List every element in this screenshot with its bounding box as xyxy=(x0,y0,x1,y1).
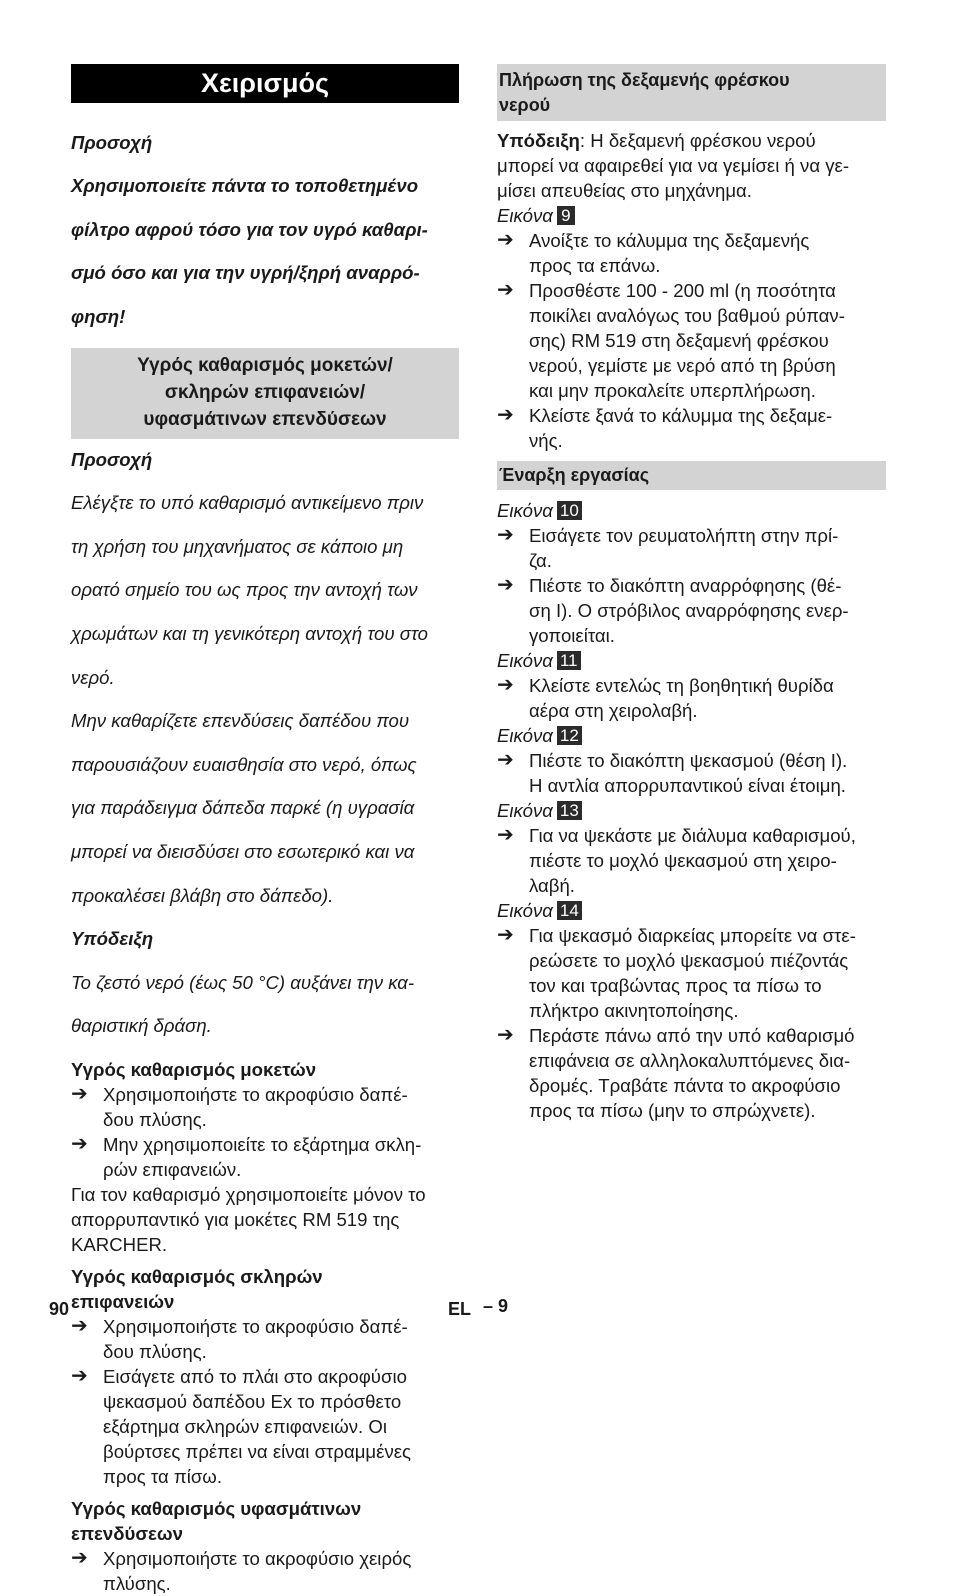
text-line: Υγρός καθαρισμός υφασμάτινων xyxy=(71,1497,362,1519)
text-line: ορατό σημείο του ως προς την αντοχή των xyxy=(71,579,418,601)
arrow-right-icon: ➔ xyxy=(497,404,514,426)
figure-label: Εικόνα xyxy=(497,205,553,226)
figure-ref xyxy=(497,798,886,823)
text-line: σμό όσο και για την υγρή/ξηρή αναρρό- xyxy=(71,262,420,284)
text-line: Για ψεκασμό διαρκείας μπορείτε να στε- xyxy=(529,925,856,946)
right-column xyxy=(497,64,886,1123)
text-line: Για τον καθαρισμό χρησιμοποιείτε μόνον το xyxy=(71,1183,426,1205)
text-line: νερού xyxy=(499,95,551,115)
figure-ref xyxy=(497,203,886,228)
list-item xyxy=(497,228,886,278)
subsection-heading: Υγρός καθαρισμός μοκετών xyxy=(71,1058,317,1080)
text-line: πιέστε το μοχλό ψεκασμού στη χειρο- xyxy=(529,850,837,871)
text-line: προκαλέσει βλάβη στο δάπεδο). xyxy=(71,884,334,906)
text-line: Πλήρωση της δεξαμενής φρέσκου xyxy=(499,70,790,90)
figure-ref xyxy=(497,723,886,748)
text-line: για παράδειγμα δάπεδα παρκέ (η υγρασία xyxy=(71,797,415,819)
text-line: KARCHER. xyxy=(71,1233,168,1255)
text-line: ρεώσετε το μοχλό ψεκασμού πιέζοντάς xyxy=(529,950,849,971)
text-line: σκληρών επιφανειών/ xyxy=(164,381,366,403)
subsection-heading xyxy=(71,1496,459,1546)
text-line: Χρησιμοποιήστε το ακροφύσιο χειρός xyxy=(103,1547,412,1569)
text-line: μίσει απευθείας στο μηχάνημα. xyxy=(497,180,752,201)
figure-label: Εικόνα xyxy=(497,800,553,821)
text-line: μπορεί να αφαιρεθεί για να γεμίσει ή να γε- xyxy=(497,155,850,176)
figure-number: 14 xyxy=(557,901,582,920)
list-item xyxy=(71,1082,459,1132)
text-line: Εισάγετε από το πλάι στο ακροφύσιο xyxy=(103,1365,407,1387)
text-line: Χρησιμοποιήστε το ακροφύσιο δαπέ- xyxy=(103,1083,408,1105)
text-line: αέρα στη χειρολαβή. xyxy=(529,700,698,721)
arrow-right-icon: ➔ xyxy=(497,524,514,546)
text-line: Προσθέστε 100 - 200 ml (η ποσότητα xyxy=(529,280,836,301)
arrow-right-icon: ➔ xyxy=(497,824,514,846)
arrow-right-icon: ➔ xyxy=(497,674,514,696)
text-line: θαριστική δράση. xyxy=(71,1015,212,1037)
text-line: απορρυπαντικό για μοκέτες RM 519 της xyxy=(71,1208,400,1230)
caution-text xyxy=(71,490,459,907)
list-item xyxy=(497,278,886,403)
text-line: Χρησιμοποιείτε πάντα το τοποθετημένο xyxy=(71,175,419,197)
list-item xyxy=(497,923,886,1023)
text-line: ψεκασμού δαπέδου Ex το πρόσθετο xyxy=(103,1390,402,1412)
subsection-heading xyxy=(497,64,886,121)
text-line: δρομές. Τραβάτε πάντα το ακροφύσιο xyxy=(529,1075,841,1096)
note-label: Υπόδειξη xyxy=(497,130,580,151)
caution-label: Προσοχή xyxy=(71,448,153,470)
text-line: Το ζεστό νερό (έως 50 °C) αυξάνει την κα- xyxy=(71,971,415,993)
subsection-heading: Έναρξη εργασίας xyxy=(497,461,886,490)
text-line: προς τα επάνω. xyxy=(529,255,661,276)
text-line: δου πλύσης. xyxy=(103,1108,207,1130)
list-item xyxy=(497,823,886,898)
text-line: παρουσιάζουν ευαισθησία στο νερό, όπως xyxy=(71,753,417,775)
text-line: μπορεί να διεισδύσει στο εσωτερικό και να xyxy=(71,840,415,862)
text-line: Ανοίξτε το κάλυμμα της δεξαμενής xyxy=(529,230,810,251)
text-line: : Η δεξαμενή φρέσκου νερού xyxy=(579,130,816,151)
text-line: Για να ψεκάστε με διάλυμα καθαρισμού, xyxy=(529,825,856,846)
text-line: λαβή. xyxy=(529,875,575,896)
note-label: Υπόδειξη xyxy=(71,928,154,950)
note-text xyxy=(497,128,886,203)
text-line: Η αντλία απορρυπαντικού είναι έτοιμη. xyxy=(529,775,846,796)
text-line: υφασμάτινων επενδύσεων xyxy=(143,408,387,430)
text-line: ση I). Ο στρόβιλος αναρρόφησης ενερ- xyxy=(529,600,849,621)
list-item xyxy=(71,1132,459,1182)
text-line: Κλείστε εντελώς τη βοηθητική θυρίδα xyxy=(529,675,834,696)
text-line: Χρησιμοποιήστε το ακροφύσιο δαπέ- xyxy=(103,1315,408,1337)
text-line: γοποιείται. xyxy=(529,625,615,646)
figure-label: Εικόνα xyxy=(497,725,553,746)
caution-label: Προσοχή xyxy=(71,131,153,153)
language-code: EL xyxy=(448,1299,472,1319)
figure-number: 10 xyxy=(557,501,582,520)
arrow-right-icon: ➔ xyxy=(497,279,514,301)
note-text xyxy=(71,970,459,1039)
list-item xyxy=(497,1023,886,1123)
list-item xyxy=(497,523,886,573)
text-line: ζα. xyxy=(529,550,552,571)
text-line: σης) RM 519 στη δεξαμενή φρέσκου xyxy=(529,330,829,351)
list-item xyxy=(71,1364,459,1489)
text-line: Ελέγξτε το υπό καθαρισμό αντικείμενο πριν xyxy=(71,492,424,514)
figure-ref xyxy=(497,898,886,923)
text-line: και μην προκαλείτε υπερπλήρωση. xyxy=(529,380,816,401)
list-item xyxy=(497,748,886,798)
page-title: Χειρισμός xyxy=(71,64,459,103)
figure-ref xyxy=(497,498,886,523)
arrow-right-icon: ➔ xyxy=(71,1314,88,1337)
text-line: εξάρτημα σκληρών επιφανειών. Οι xyxy=(103,1415,387,1437)
arrow-right-icon: ➔ xyxy=(497,229,514,251)
arrow-right-icon: ➔ xyxy=(71,1546,88,1569)
text-line: επενδύσεων xyxy=(71,1522,183,1544)
text-line: Μην χρησιμοποιείτε το εξάρτημα σκλη- xyxy=(103,1133,422,1155)
text-line: νερού, γεμίστε με νερό από τη βρύση xyxy=(529,355,836,376)
arrow-right-icon: ➔ xyxy=(71,1132,88,1155)
text-line: ποικίλει αναλόγως του βαθμού ρύπαν- xyxy=(529,305,845,326)
text-line: επιφανειών xyxy=(71,1290,175,1312)
text-line: προς τα πίσω (μην το σπρώχνετε). xyxy=(529,1100,816,1121)
figure-label: Εικόνα xyxy=(497,900,553,921)
figure-number: 13 xyxy=(557,801,582,820)
list-item xyxy=(71,1314,459,1364)
list-item xyxy=(497,673,886,723)
list-item xyxy=(497,573,886,648)
arrow-right-icon: ➔ xyxy=(497,574,514,596)
text-line: Μην καθαρίζετε επενδύσεις δαπέδου που xyxy=(71,710,410,732)
text-line: φηση! xyxy=(71,305,126,327)
text-line: πλήκτρο ακινητοποίησης. xyxy=(529,1000,739,1021)
section-heading xyxy=(71,348,459,439)
text-line: Εισάγετε τον ρευματολήπτη στην πρί- xyxy=(529,525,839,546)
figure-ref xyxy=(497,648,886,673)
figure-number: 9 xyxy=(557,206,575,225)
arrow-right-icon: ➔ xyxy=(497,749,514,771)
text-line: νερό. xyxy=(71,666,115,688)
text-line: Πιέστε το διακόπτη αναρρόφησης (θέ- xyxy=(529,575,842,596)
arrow-right-icon: ➔ xyxy=(71,1364,88,1387)
text-line: βούρτσες πρέπει να είναι στραμμένες xyxy=(103,1440,411,1462)
caution-text xyxy=(71,173,459,329)
text-line: πλύσης. xyxy=(103,1572,171,1594)
left-column xyxy=(71,111,459,1596)
text-line: Πιέστε το διακόπτη ψεκασμού (θέση I). xyxy=(529,750,848,771)
subsection-heading xyxy=(71,1264,459,1314)
text-line: τη χρήση του μηχανήματος σε κάποιο μη xyxy=(71,535,404,557)
figure-number: 12 xyxy=(557,726,582,745)
text-line: προς τα πίσω. xyxy=(103,1465,222,1487)
list-item xyxy=(71,1546,459,1596)
arrow-right-icon: ➔ xyxy=(497,924,514,946)
text-line: Κλείστε ξανά το κάλυμμα της δεξαμε- xyxy=(529,405,833,426)
carpet-text xyxy=(71,1182,459,1257)
page-number: 90 xyxy=(49,1299,70,1319)
text-line: επιφάνεια σε αλληλοκαλυπτόμενες δια- xyxy=(529,1050,851,1071)
text-line: Υγρός καθαρισμός σκληρών xyxy=(71,1265,323,1287)
text-line: δου πλύσης. xyxy=(103,1340,207,1362)
text-line: Περάστε πάνω από την υπό καθαρισμό xyxy=(529,1025,855,1046)
list-item xyxy=(497,403,886,453)
text-line: νής. xyxy=(529,430,563,451)
figure-label: Εικόνα xyxy=(497,500,553,521)
arrow-right-icon: ➔ xyxy=(71,1082,88,1105)
figure-number: 11 xyxy=(557,651,581,670)
text-line: τον και τραβώντας προς τα πίσω το xyxy=(529,975,822,996)
text-line: φίλτρο αφρού τόσο για τον υγρό καθαρι- xyxy=(71,218,428,240)
text-line: Υγρός καθαρισμός μοκετών/ xyxy=(137,354,393,376)
text-line: χρωμάτων και τη γενικότερη αντοχή του στο xyxy=(71,622,428,644)
section-page: – 9 xyxy=(483,1296,509,1316)
text-line: ρών επιφανειών. xyxy=(103,1158,242,1180)
arrow-right-icon: ➔ xyxy=(497,1024,514,1046)
figure-label: Εικόνα xyxy=(497,650,553,671)
